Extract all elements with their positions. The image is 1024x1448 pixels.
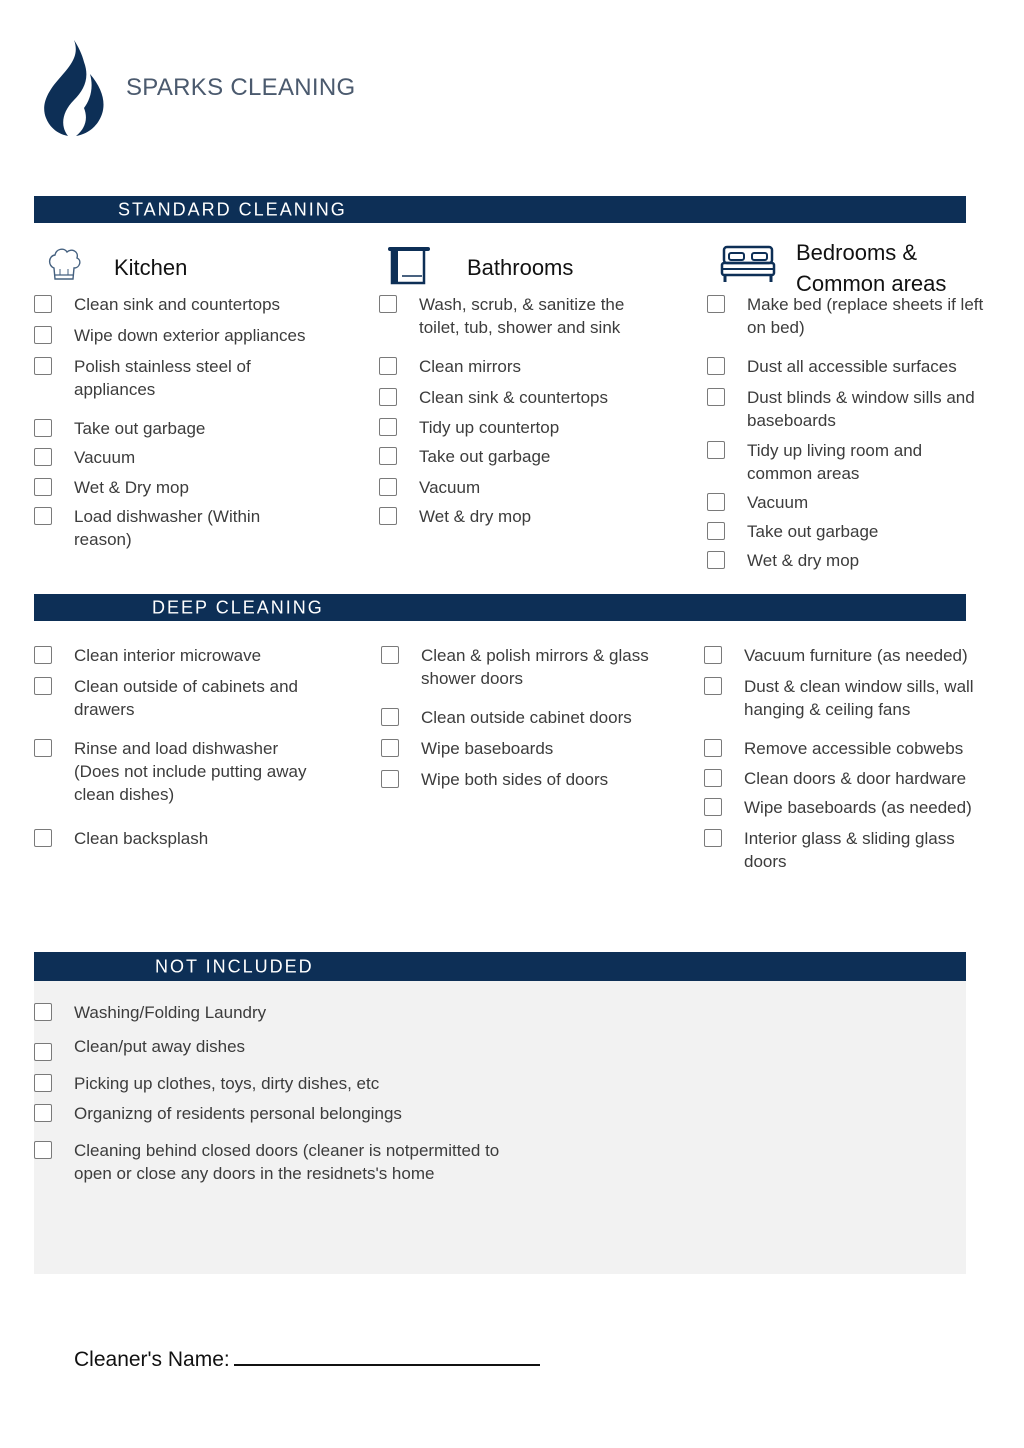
checkbox[interactable]	[707, 441, 725, 459]
checkbox[interactable]	[34, 1074, 52, 1092]
deep-cleaning-title: DEEP CLEANING	[152, 597, 324, 617]
checkbox[interactable]	[34, 448, 52, 466]
brand-name: SPARKS CLEANING	[126, 74, 356, 101]
checkbox[interactable]	[704, 677, 722, 695]
checkbox[interactable]	[34, 507, 52, 525]
checkbox[interactable]	[379, 447, 397, 465]
checkbox[interactable]	[381, 708, 399, 726]
checkbox[interactable]	[379, 388, 397, 406]
bedrooms-heading-line2: Common areas	[796, 271, 947, 296]
cleaner-name-line[interactable]	[234, 1346, 540, 1366]
towel-icon	[386, 244, 432, 286]
checkbox[interactable]	[381, 646, 399, 664]
checkbox[interactable]	[707, 388, 725, 406]
checkbox[interactable]	[379, 507, 397, 525]
checkbox[interactable]	[34, 1141, 52, 1159]
checkbox[interactable]	[34, 1003, 52, 1021]
checkbox[interactable]	[34, 357, 52, 375]
checkbox[interactable]	[704, 646, 722, 664]
standard-cleaning-title: STANDARD CLEANING	[118, 199, 347, 219]
cleaner-name-field[interactable]	[74, 1346, 540, 1372]
bathrooms-heading: Bathrooms	[467, 255, 574, 280]
flame-logo-icon	[40, 38, 110, 136]
checkbox[interactable]	[707, 551, 725, 569]
checkbox[interactable]	[707, 357, 725, 375]
checkbox[interactable]	[381, 770, 399, 788]
checkbox[interactable]	[379, 295, 397, 313]
not-included-title: NOT INCLUDED	[155, 956, 314, 976]
checkbox[interactable]	[707, 295, 725, 313]
kitchen-heading: Kitchen	[114, 255, 188, 280]
checkbox[interactable]	[34, 326, 52, 344]
checkbox[interactable]	[381, 739, 399, 757]
checkbox[interactable]	[34, 829, 52, 847]
checkbox[interactable]	[704, 769, 722, 787]
checkbox[interactable]	[34, 1043, 52, 1061]
checkbox[interactable]	[34, 478, 52, 496]
checkbox[interactable]	[34, 1104, 52, 1122]
checkbox[interactable]	[379, 478, 397, 496]
deep-cleaning-band	[34, 594, 966, 621]
checkbox[interactable]	[34, 419, 52, 437]
not-included-panel	[34, 980, 966, 1274]
checkbox[interactable]	[704, 739, 722, 757]
checkbox[interactable]	[379, 357, 397, 375]
checkbox[interactable]	[34, 646, 52, 664]
checkbox[interactable]	[707, 522, 725, 540]
cleaner-name-label: Cleaner's Name:	[74, 1348, 230, 1371]
checkbox[interactable]	[707, 493, 725, 511]
checkbox[interactable]	[34, 739, 52, 757]
checkbox[interactable]	[379, 418, 397, 436]
checkbox[interactable]	[704, 798, 722, 816]
standard-cleaning-band	[34, 196, 966, 223]
bed-icon	[720, 244, 776, 284]
checkbox[interactable]	[34, 677, 52, 695]
checkbox[interactable]	[34, 295, 52, 313]
chef-hat-icon	[46, 246, 82, 286]
checkbox[interactable]	[704, 829, 722, 847]
bedrooms-heading	[796, 237, 946, 299]
not-included-band	[34, 952, 966, 981]
bedrooms-heading-line1: Bedrooms &	[796, 240, 918, 265]
